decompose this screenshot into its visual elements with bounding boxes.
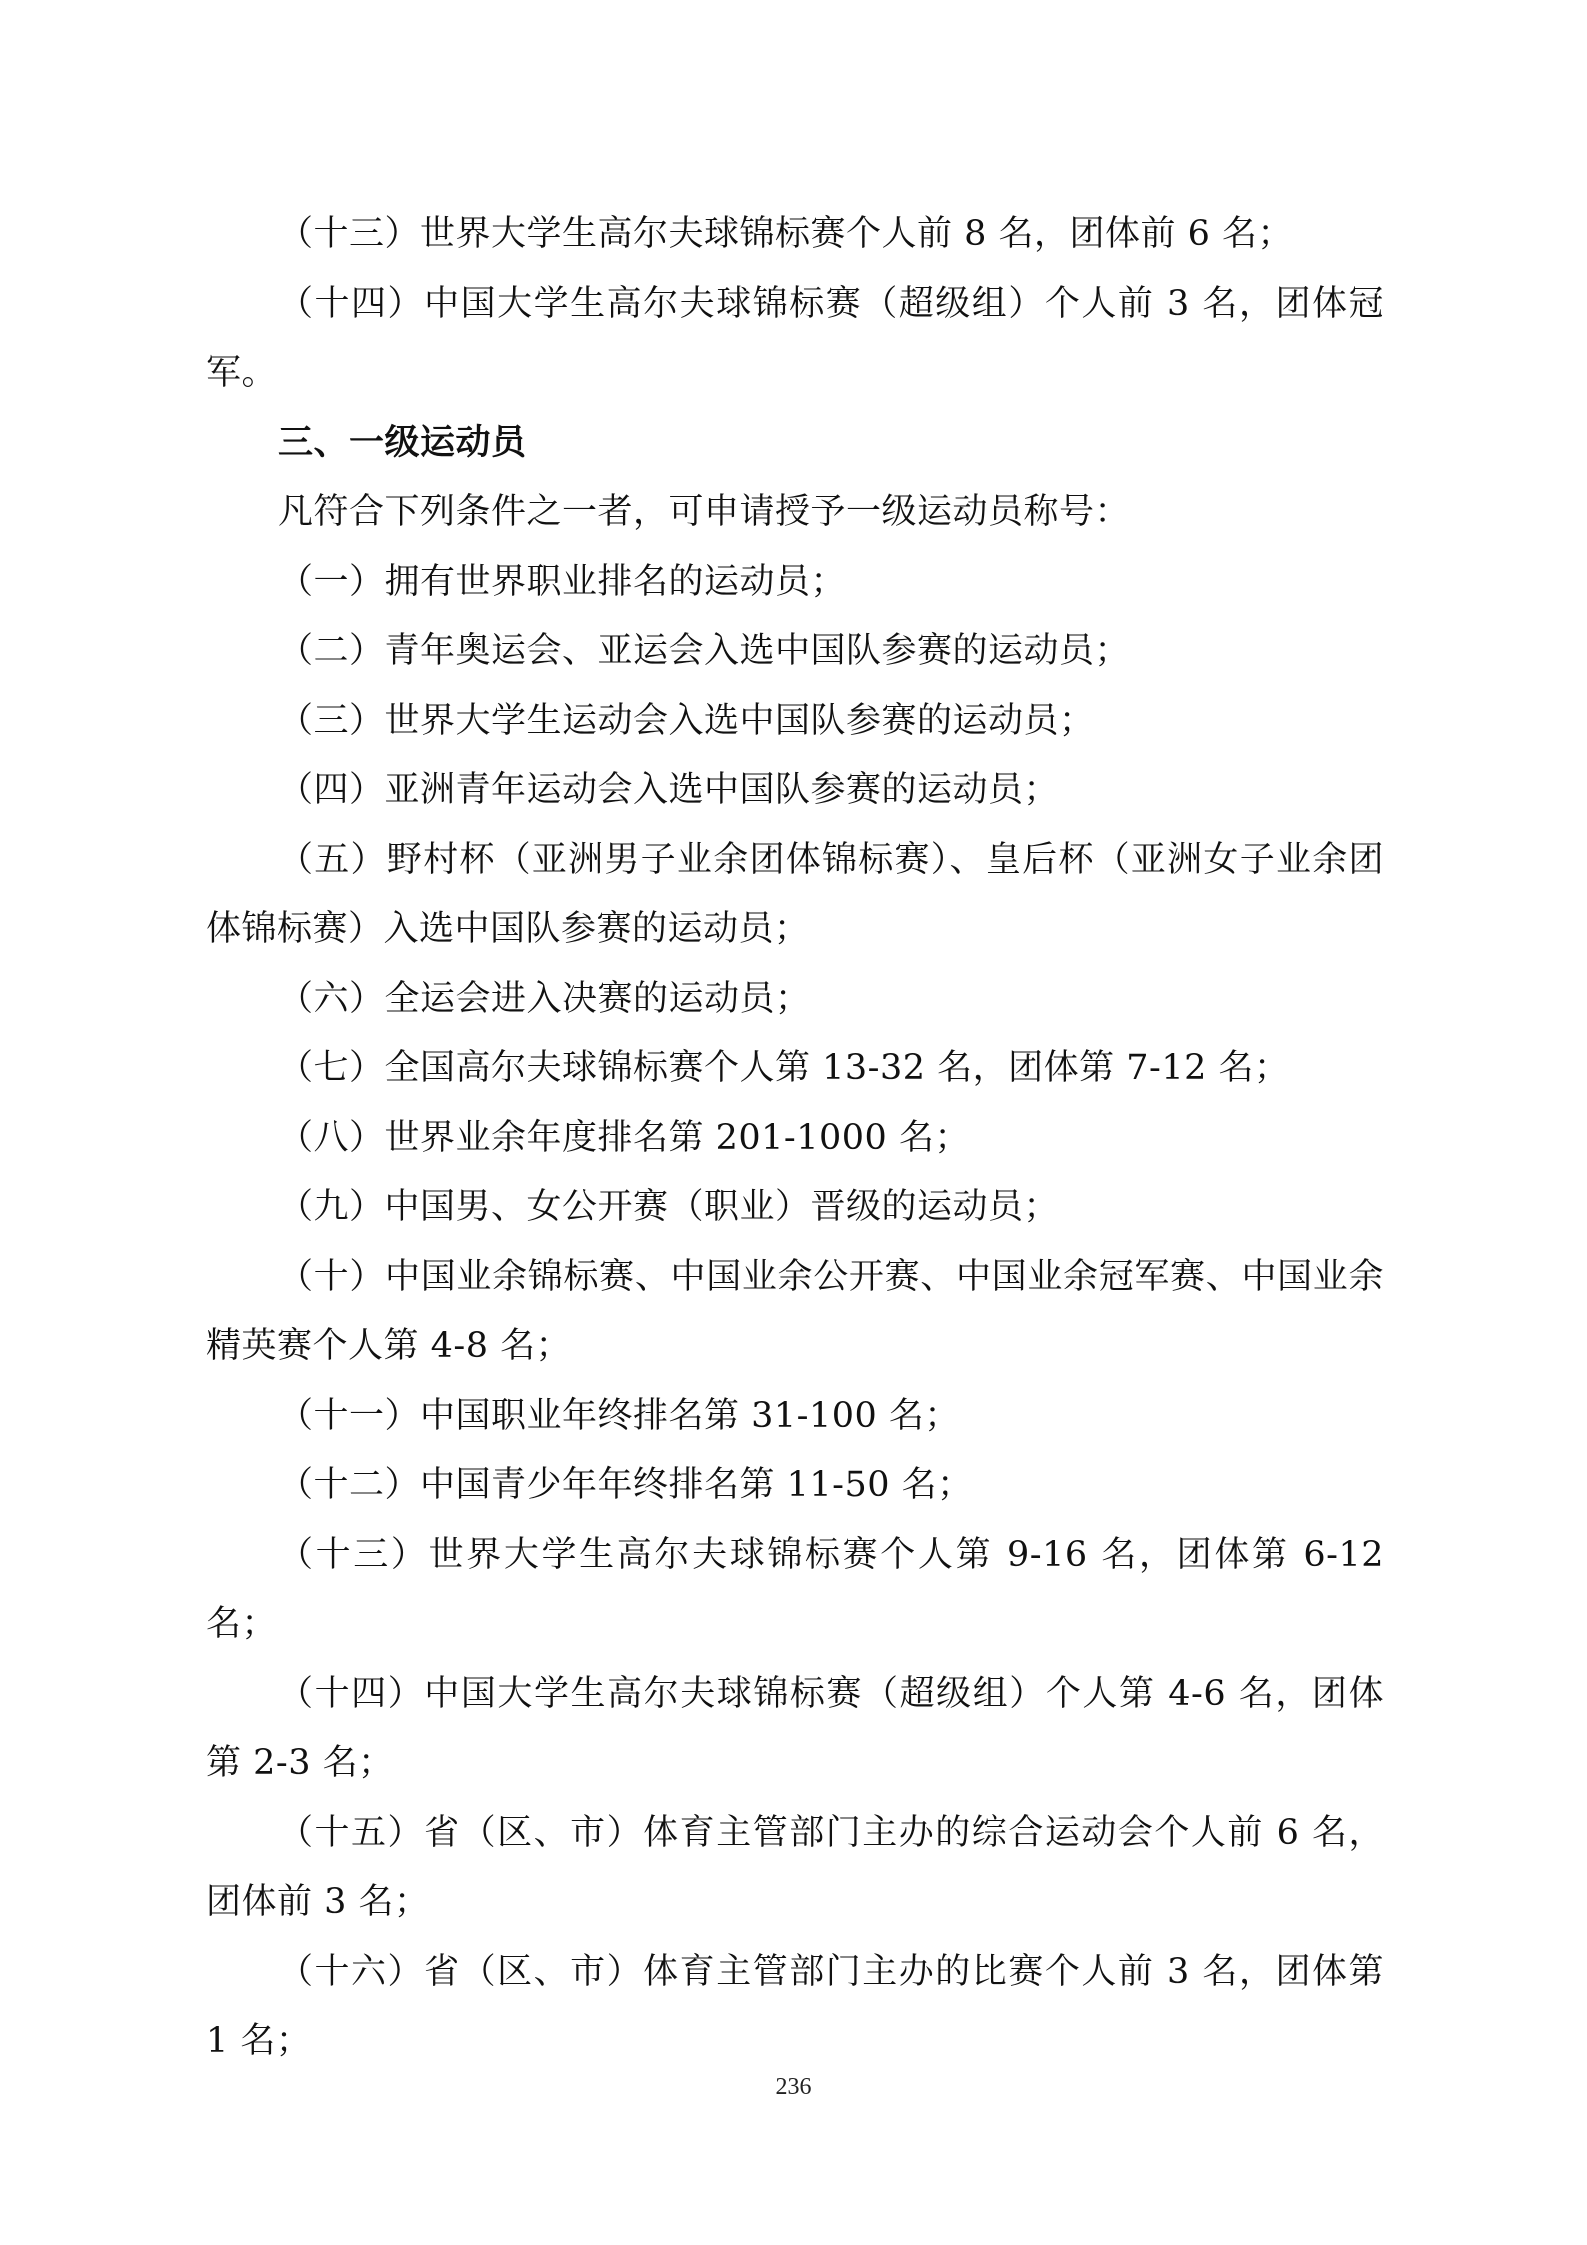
list-item: （十三）世界大学生高尔夫球锦标赛个人第 9-16 名，团体第 6-12 名； <box>206 1534 1384 1644</box>
list-item: （十一）中国职业年终排名第 31-100 名； <box>278 1395 960 1436</box>
list-item: （十）中国业余锦标赛、中国业余公开赛、中国业余冠军赛、中国业余精英赛个人第 4-8 名； <box>206 1256 1384 1366</box>
page-number: 236 <box>775 2074 812 2100</box>
list-item: （八）世界业余年度排名第 201-1000 名； <box>278 1117 970 1158</box>
intro-paragraph: 凡符合下列条件之一者，可申请授予一级运动员称号： <box>278 492 1131 532</box>
list-item: （一）拥有世界职业排名的运动员； <box>278 561 847 602</box>
list-item: （九）中国男、女公开赛（职业）晋级的运动员； <box>278 1187 1060 1227</box>
list-item: （二）青年奥运会、亚运会入选中国队参赛的运动员； <box>278 631 1131 671</box>
list-item: （七）全国高尔夫球锦标赛个人第 13-32 名，团体第 7-12 名； <box>278 1048 1290 1088</box>
list-item: （十六）省（区、市）体育主管部门主办的比赛个人前 3 名，团体第 1 名； <box>206 1951 1384 2061</box>
list-item: （十四）中国大学生高尔夫球锦标赛（超级组）个人第 4-6 名，团体第 2-3 名； <box>206 1673 1384 1783</box>
paragraph-14: （十四）中国大学生高尔夫球锦标赛（超级组）个人前 3 名，团体冠军。 <box>206 283 1384 393</box>
list-item: （三）世界大学生运动会入选中国队参赛的运动员； <box>278 700 1095 741</box>
list-item: （五）野村杯（亚洲男子业余团体锦标赛）、皇后杯（亚洲女子业余团体锦标赛）入选中国队参赛的运动员； <box>206 839 1384 949</box>
list-item: （十五）省（区、市）体育主管部门主办的综合运动会个人前 6 名，团体前 3 名； <box>206 1812 1384 1922</box>
list-item: （十二）中国青少年年终排名第 11-50 名； <box>278 1465 973 1505</box>
list-item: （六）全运会进入决赛的运动员； <box>278 978 811 1019</box>
list-item: （四）亚洲青年运动会入选中国队参赛的运动员； <box>278 770 1060 810</box>
section-heading: 三、一级运动员 <box>278 422 527 463</box>
document-body <box>206 200 1384 2077</box>
paragraph-13: （十三）世界大学生高尔夫球锦标赛个人前 8 名，团体前 6 名； <box>278 214 1294 254</box>
